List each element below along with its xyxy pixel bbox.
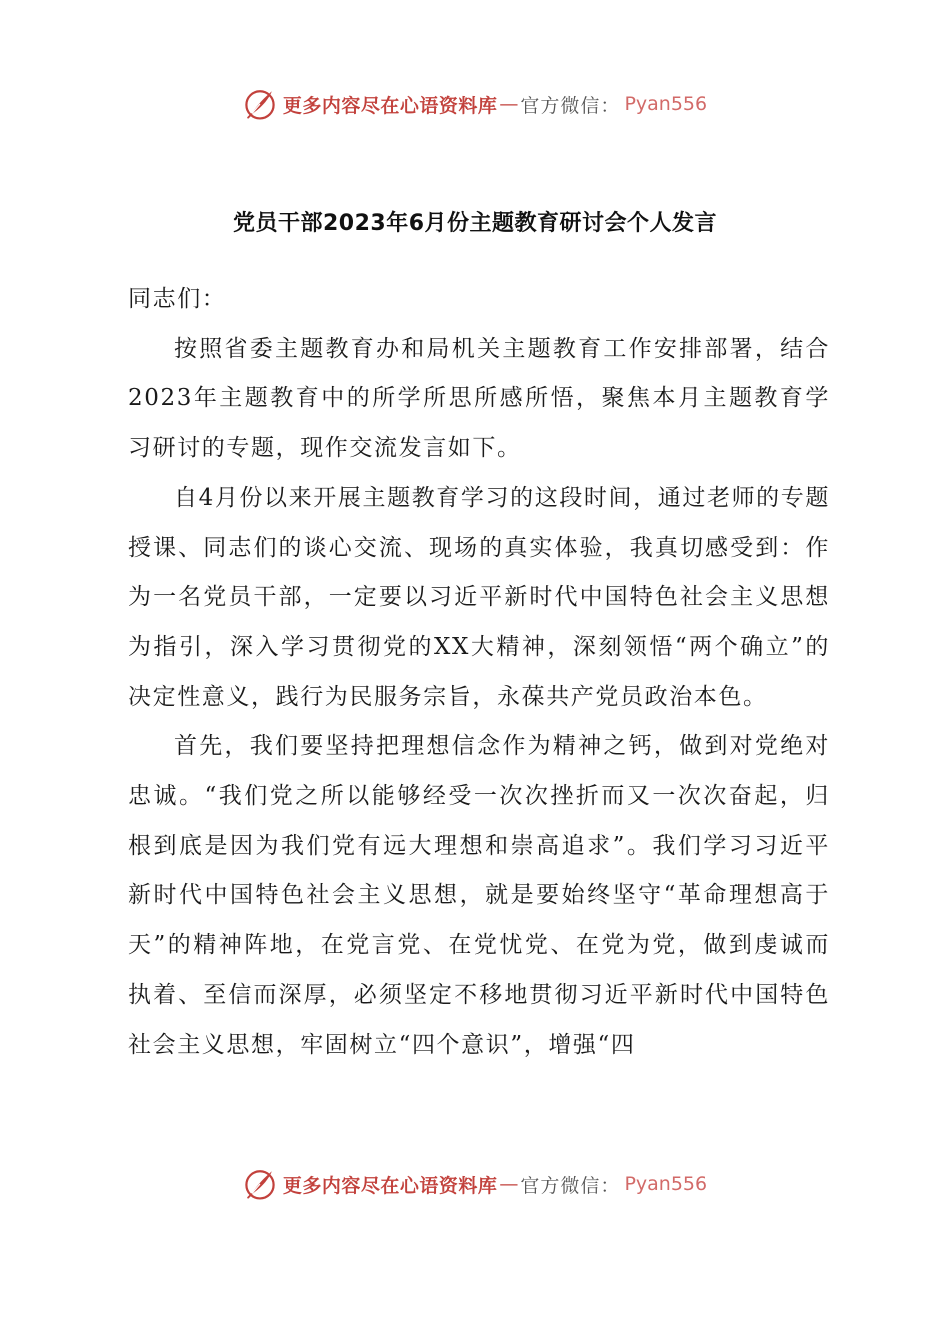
- banner-separator: —: [499, 93, 519, 115]
- paragraph-2: 自4月份以来开展主题教育学习的这段时间，通过老师的专题授课、同志们的谈心交流、现场的真实体验，我真切感受到：作为一名党员干部，一定要以习近平新时代中国特色社会主义思想为指引，深入学习贯彻党的XX大精神，深刻领悟“两个确立”的决定性意义，践行为民服务宗旨，永葆共产党员政治本色。: [128, 484, 830, 710]
- salutation: 同志们：: [128, 286, 227, 312]
- banner-wechat-id: Pyan556: [624, 93, 708, 115]
- footer-banner: [0, 1162, 950, 1206]
- quill-pen-logo-icon: [243, 87, 277, 121]
- banner-wechat-label: 官方微信：: [520, 1174, 621, 1197]
- banner-brand-text: 更多内容尽在心语资料库: [282, 1174, 498, 1197]
- banner-wechat-label: 官方微信：: [520, 94, 621, 117]
- paragraph-3: 首先，我们要坚持把理想信念作为精神之钙，做到对党绝对忠诚。“我们党之所以能够经受一次次挫折而又一次次奋起，归根到底是因为我们党有远大理想和崇高追求”。我们学习习近平新时代中国特色社会主义思想，就是要始终坚守“革命理想高于天”的精神阵地，在党言党、在党忧党、在党为党，做到虔诚而执着、至信而深厚，必须坚定不移地贯彻习近平新时代中国特色社会主义思想，牢固树立“四个意识”，增强“四: [128, 733, 830, 1058]
- header-banner: [0, 82, 950, 126]
- quill-pen-logo-icon: [243, 1167, 277, 1201]
- banner-brand-text: 更多内容尽在心语资料库: [282, 94, 498, 117]
- banner-separator: —: [499, 1173, 519, 1195]
- banner-wechat-id: Pyan556: [624, 1173, 708, 1195]
- document-title: 党员干部2023年6月份主题教育研讨会个人发言: [232, 211, 718, 236]
- paragraph-1: 按照省委主题教育办和局机关主题教育工作安排部署，结合2023年主题教育中的所学所思所感所悟，聚焦本月主题教育学习研讨的专题，现作交流发言如下。: [128, 335, 830, 462]
- document-body: [128, 275, 830, 1070]
